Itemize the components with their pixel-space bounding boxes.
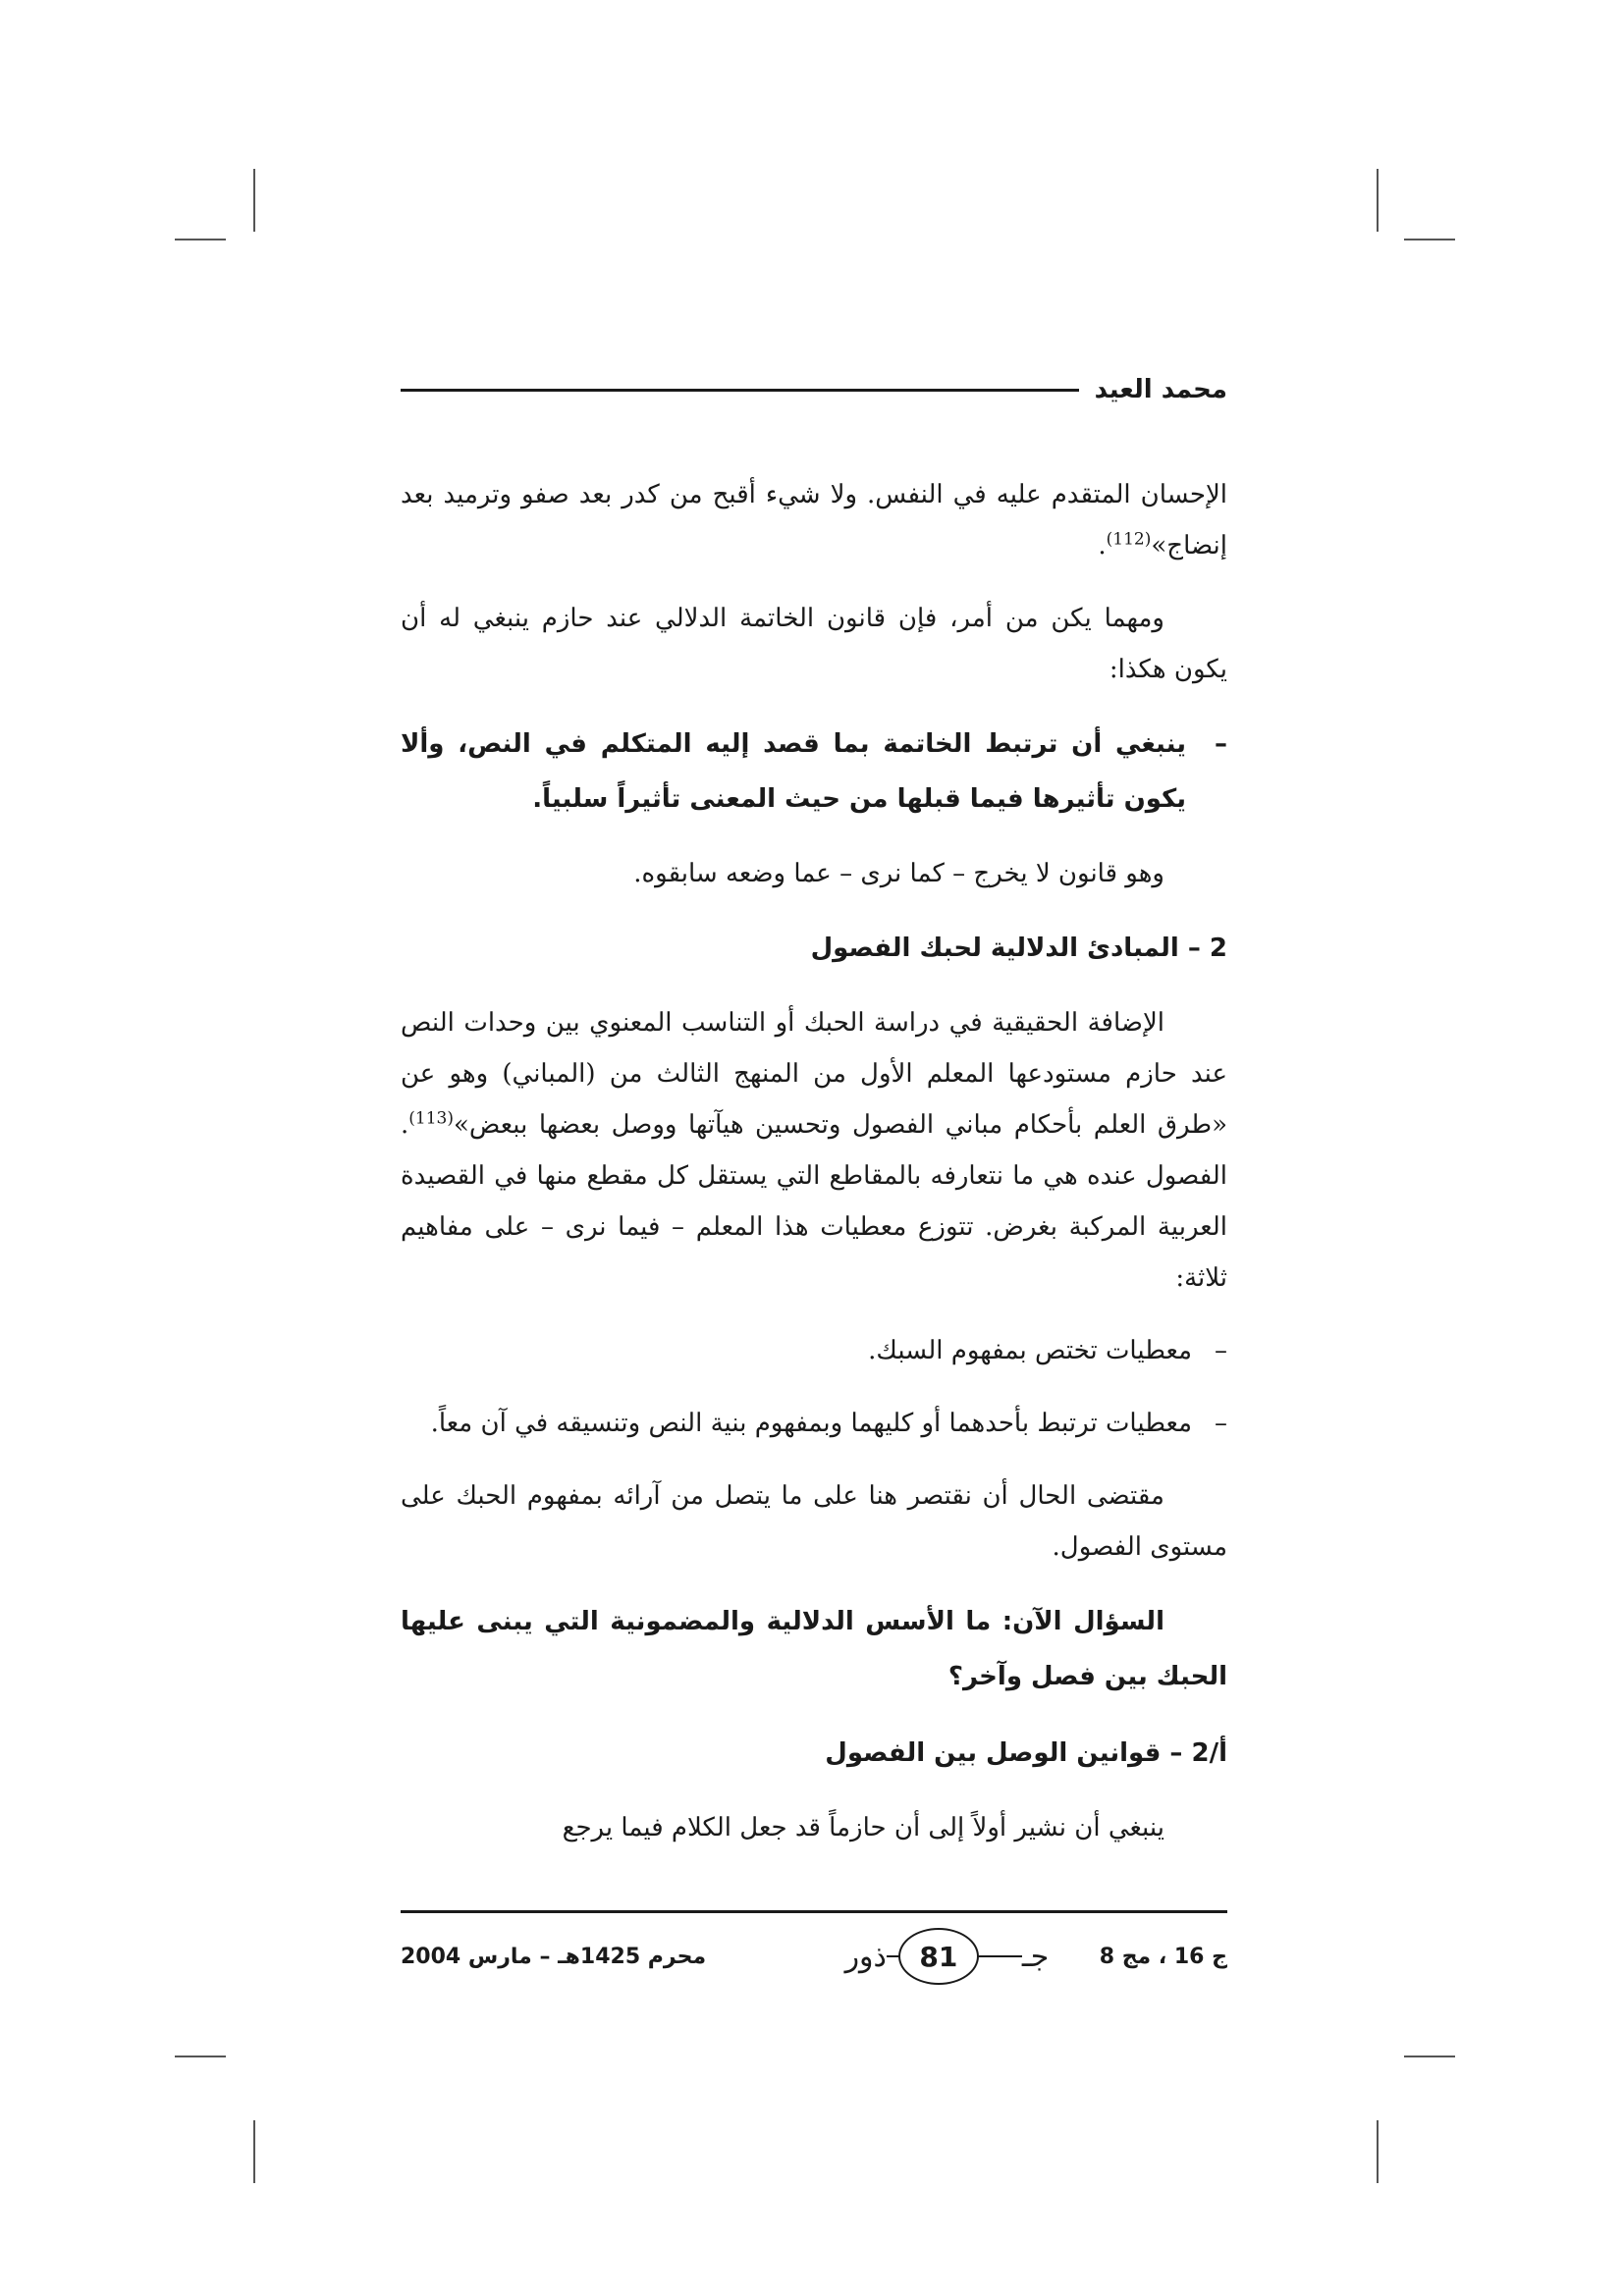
- journal-logo: [845, 1928, 1050, 1985]
- author-name: محمد العيد: [1094, 375, 1227, 404]
- subsection-heading: أ/2 – قوانين الوصل بين الفصول: [825, 1738, 1227, 1768]
- page-number: 81: [898, 1928, 979, 1985]
- list-item-text: معطيات تختص بمفهوم السبك.: [868, 1336, 1192, 1365]
- list-item-text: معطيات ترتبط بأحدهما أو كليهما وبمفهوم بنية النص وتنسيقه في آن معاً.: [430, 1409, 1192, 1438]
- paragraph-4: الإضافة الحقيقية في دراسة الحبك أو التناسب المعنوي بين وحدات النص عند حازم مستودعها المعلم الأول من المنهج الثالث من (المباني) وهو عن «طرق العلم بأحكام مباني الفصول وتحسين هيآتها ووصل بعضها ببعض»$^{(113)}$. الفصول عنده هي ما نتعارفه بالمقاطع التي يستقل كل مقطع منها في القصيدة العربية المركبة بغرض. تتوزع معطيات هذا المعلم – فيما نرى – على مفاهيم ثلاثة:: [401, 1008, 1227, 1293]
- bullet-dash: –: [1215, 1409, 1227, 1438]
- bullet-dash: –: [1215, 729, 1227, 759]
- crop-mark-bottom-right-h: [1404, 2056, 1455, 2057]
- footer-rule: [401, 1910, 1227, 1913]
- list-item-1: [401, 1325, 1227, 1376]
- crop-mark-top-right: [1377, 169, 1379, 232]
- bold-bullet-rule: [401, 717, 1227, 827]
- section-heading-2: 2 – المبادئ الدلالية لحبك الفصول: [810, 934, 1227, 963]
- page-content: [401, 365, 1227, 1853]
- logo-right-text: ذور: [844, 1939, 887, 1974]
- page-footer: [401, 1910, 1227, 1988]
- list-item-2: [401, 1398, 1227, 1449]
- issue-date: محرم 1425هـ – مارس 2004: [401, 1944, 707, 1969]
- crop-mark-bottom-right: [1377, 2120, 1379, 2183]
- paragraph-6: ينبغي أن نشير أولاً إلى أن حازماً قد جعل الكلام فيما يرجع: [562, 1813, 1164, 1842]
- logo-left-text: جـ: [1021, 1939, 1050, 1974]
- bullet-dash: –: [1215, 1336, 1227, 1365]
- footnote-ref-113: (113): [408, 1108, 454, 1129]
- footnote-ref-112: (112): [1106, 529, 1152, 550]
- bold-bullet-text: ينبغي أن ترتبط الخاتمة بما قصد إليه المتكلم في النص، وألا يكون تأثيرها فيما قبلها من حيث المعنى تأثيراً سلبياً.: [401, 729, 1186, 814]
- issue-volume: ج 16 ، مج 8: [1099, 1944, 1227, 1969]
- crop-mark-top-left-h: [175, 239, 226, 240]
- crop-mark-top-left: [253, 169, 255, 232]
- crop-mark-top-right-h: [1404, 239, 1455, 240]
- paragraph-3: وهو قانون لا يخرج – كما نرى – عما وضعه سابقوه.: [633, 859, 1164, 888]
- question-paragraph: السؤال الآن: ما الأسس الدلالية والمضمونية التي يبنى عليها الحبك بين فصل وآخر؟: [401, 1607, 1227, 1691]
- paragraph-1: الإحسان المتقدم عليه في النفس. ولا شيء أقبح من كدر بعد صفو وترميد بعد إنضاج»$^{(112)}$.: [401, 480, 1227, 561]
- running-header: [401, 365, 1227, 414]
- header-rule: [401, 389, 1079, 392]
- crop-mark-bottom-left: [253, 2120, 255, 2183]
- crop-mark-bottom-left-h: [175, 2056, 226, 2057]
- paragraph-5: مقتضى الحال أن نقتصر هنا على ما يتصل من آرائه بمفهوم الحبك على مستوى الفصول.: [401, 1481, 1227, 1562]
- paragraph-2: ومهما يكن من أمر، فإن قانون الخاتمة الدلالي عند حازم ينبغي له أن يكون هكذا:: [401, 604, 1227, 684]
